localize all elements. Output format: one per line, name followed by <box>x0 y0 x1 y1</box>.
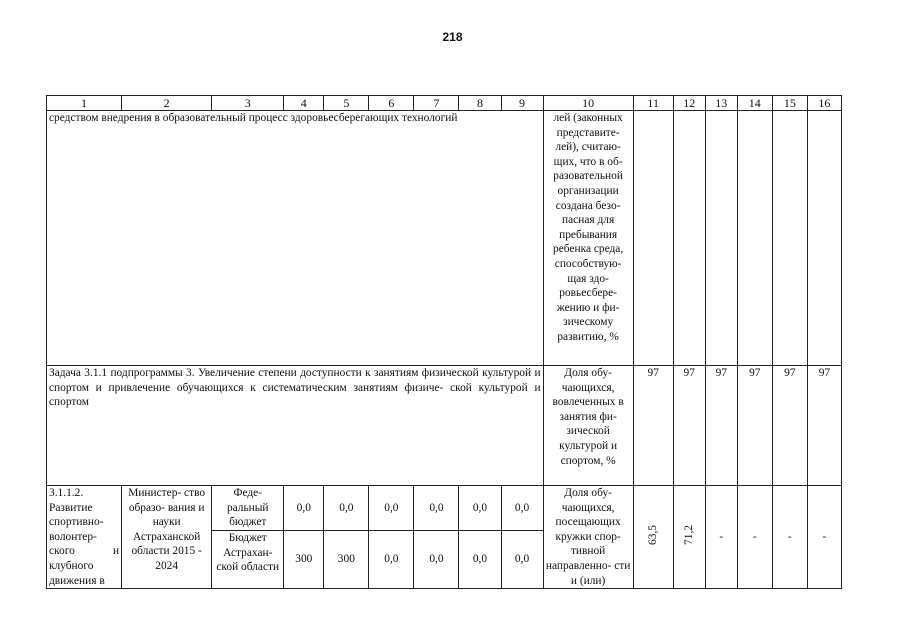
col-number: 6 <box>369 96 414 111</box>
value-cell: 97 <box>737 366 772 486</box>
value-cell <box>633 486 673 589</box>
rotated-value: 63,5 <box>646 524 659 545</box>
value-cell: 0,0 <box>369 486 414 531</box>
value-cell: 0,0 <box>414 530 459 588</box>
table-row <box>47 486 842 531</box>
page-number: 218 <box>442 30 463 44</box>
value-cell: 0,0 <box>414 486 459 531</box>
empty-cell <box>705 111 737 366</box>
col-number: 14 <box>737 96 772 111</box>
column-number-row <box>47 96 842 111</box>
value-cell: 0,0 <box>284 486 324 531</box>
task-text: Задача 3.1.1 подпрограммы 3. Увеличение степени доступности к занятиям физической культурой и спортом и привлечение обучающихся к систематическим занятиям физиче- ской культурой и спортом <box>47 366 544 486</box>
funding-source-federal: Феде- ральный бюджет <box>212 486 284 531</box>
col-number: 16 <box>807 96 841 111</box>
rotated-value: 71,2 <box>682 524 695 545</box>
col-number: 2 <box>122 96 212 111</box>
col-number: 5 <box>324 96 369 111</box>
empty-cell <box>772 111 807 366</box>
measure-text: 3.1.1.2. Развитие спортивно- волонтер- ского и клубного движения в <box>47 486 122 589</box>
empty-cell <box>807 111 841 366</box>
continued-task-text: средством внедрения в образовательный процесс здоровьесберегающих технологий <box>47 111 544 366</box>
empty-cell <box>633 111 673 366</box>
table-row <box>47 366 842 486</box>
col-number: 12 <box>673 96 705 111</box>
empty-cell <box>737 111 772 366</box>
value-cell: - <box>772 486 807 589</box>
col-number: 7 <box>414 96 459 111</box>
value-cell: 97 <box>633 366 673 486</box>
value-cell: - <box>737 486 772 589</box>
value-cell: 0,0 <box>459 530 501 588</box>
col-number: 3 <box>212 96 284 111</box>
value-cell: 0,0 <box>501 486 543 531</box>
value-cell: 300 <box>284 530 324 588</box>
executor-text: Министер- ство образо- вания и науки Астраханской области 2015 - 2024 <box>122 486 212 589</box>
col-number: 8 <box>459 96 501 111</box>
col-number: 1 <box>47 96 122 111</box>
value-cell: 0,0 <box>501 530 543 588</box>
value-cell: 0,0 <box>459 486 501 531</box>
col-number: 10 <box>543 96 633 111</box>
value-cell: - <box>807 486 841 589</box>
value-cell: 97 <box>673 366 705 486</box>
col-number: 11 <box>633 96 673 111</box>
funding-source-regional: Бюджет Астрахан- ской области <box>212 530 284 588</box>
empty-cell <box>673 111 705 366</box>
indicator-text: Доля обу- чающихся, вовлеченных в занятия фи- зической культурой и спортом, % <box>543 366 633 486</box>
col-number: 9 <box>501 96 543 111</box>
value-cell: 0,0 <box>369 530 414 588</box>
value-cell: 0,0 <box>324 486 369 531</box>
document-table <box>46 95 842 589</box>
indicator-text: лей (законных представите- лей), считаю- щих, что в об- разовательной организации создана безо- пасная для пребывания ребенка среда, способствую- щая здо- ровьесбере- жению и фи- зическому развитию, % <box>543 111 633 366</box>
indicator-text: Доля обу- чающихся, посещающих кружки спор- тивной направленно- сти и (или) <box>543 486 633 589</box>
value-cell: 300 <box>324 530 369 588</box>
col-number: 13 <box>705 96 737 111</box>
table-row <box>47 111 842 366</box>
col-number: 15 <box>772 96 807 111</box>
value-cell: 97 <box>807 366 841 486</box>
col-number: 4 <box>284 96 324 111</box>
value-cell: 97 <box>772 366 807 486</box>
value-cell: - <box>705 486 737 589</box>
value-cell: 97 <box>705 366 737 486</box>
value-cell <box>673 486 705 589</box>
